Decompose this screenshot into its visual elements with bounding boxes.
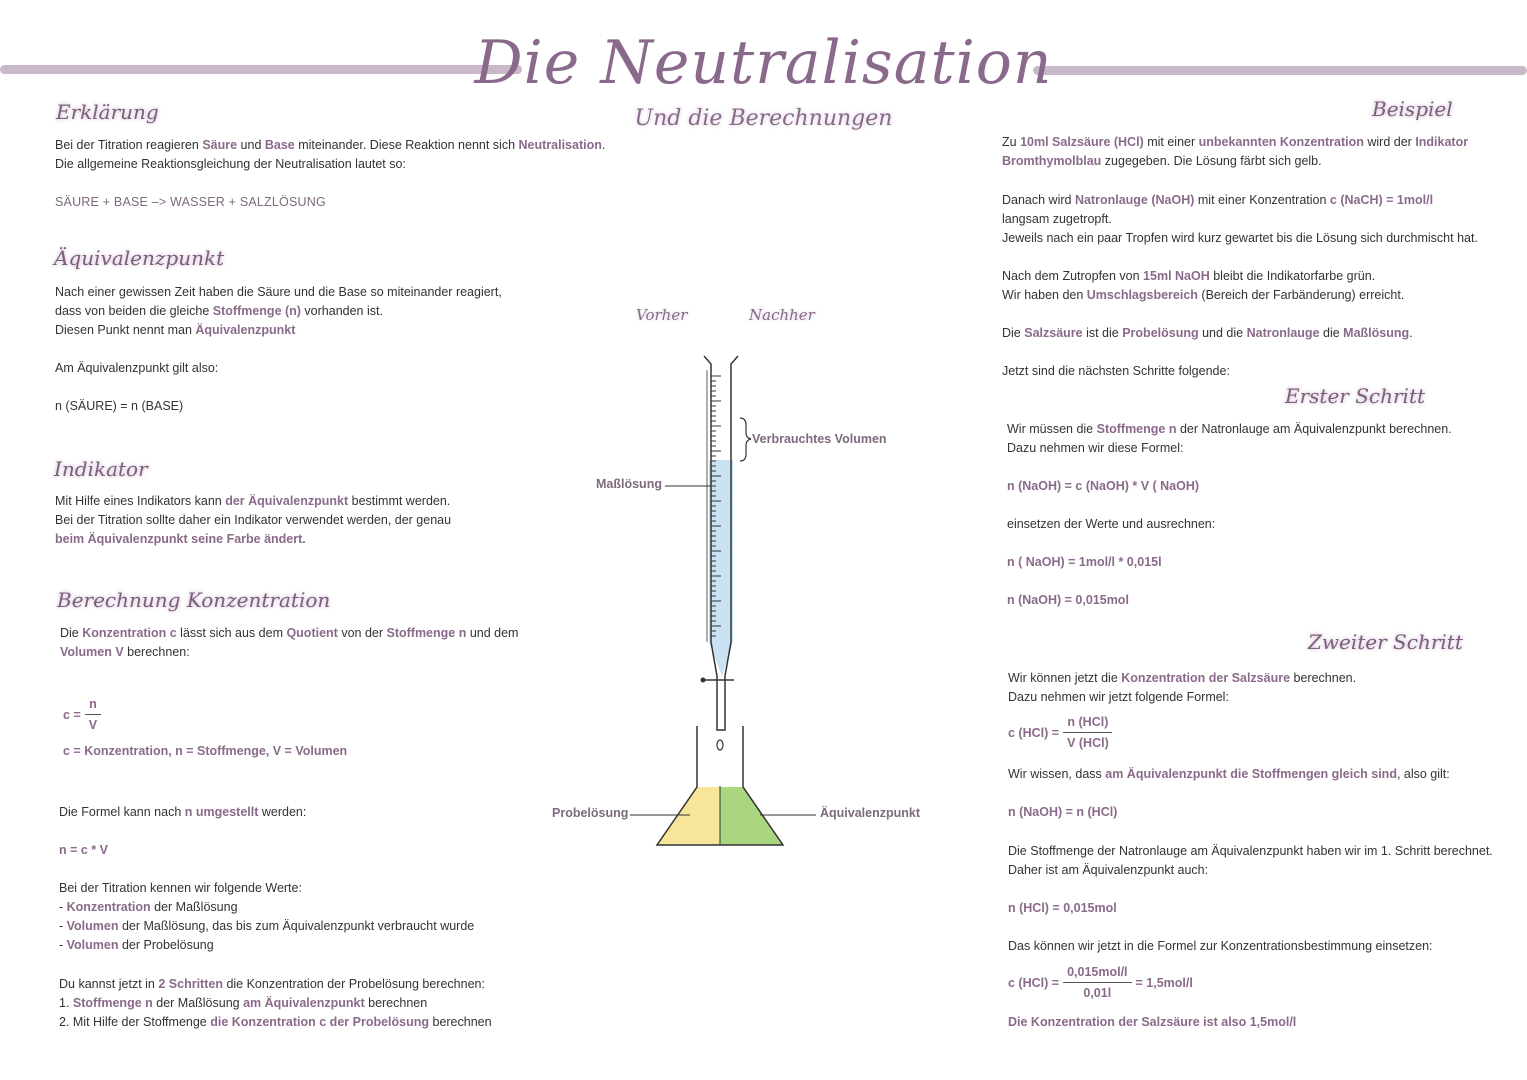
step-1: 1. Stoffmenge n der Maßlösung am Äquivalenzpunkt berechnen <box>59 996 428 1010</box>
formula-c-hcl-result: c (HCl) = $\frac{\text{0,015mol/l}}{0,01l}$ = 1,5mol/l <box>1008 965 1193 1000</box>
aequivalenz-line-5: n (SÄURE) = n (BASE) <box>55 399 184 413</box>
berechnung-line-4: Bei der Titration kennen wir folgende Werte: <box>59 881 302 895</box>
berechnung-line-1: Die Konzentration c lässt sich aus dem Quotient von der Stoffmenge n und dem <box>60 626 519 640</box>
schritt2-line-5: Daher ist am Äquivalenzpunkt auch: <box>1008 863 1209 877</box>
erklaerung-line-2: Die allgemeine Reaktionsgleichung der Neutralisation lautet so: <box>55 157 406 171</box>
schritt1-formula-1: n (NaOH) = c (NaOH) * V ( NaOH) <box>1007 479 1200 493</box>
flask-liquid-green <box>720 787 783 845</box>
aequivalenz-line-2: dass von beiden die gleiche Stoffmenge (n) vorhanden ist. <box>55 304 383 318</box>
schritt2-line-3: Wir wissen, dass am Äquivalenzpunkt die Stoffmengen gleich sind, also gilt: <box>1008 767 1450 781</box>
indikator-line-2: Bei der Titration sollte daher ein Indikator verwendet werden, der genau <box>55 513 452 527</box>
known-value-1: - Konzentration der Maßlösung <box>59 900 238 914</box>
drop <box>717 740 723 750</box>
schritt1-formula-3: n (NaOH) = 0,015mol <box>1007 593 1129 607</box>
schritt1-line-1: Wir müssen die Stoffmenge n der Natronlauge am Äquivalenzpunkt berechnen. <box>1007 422 1452 436</box>
schritt2-line-1: Wir können jetzt die Konzentration der Salzsäure berechnen. <box>1008 671 1357 685</box>
schritt1-line-2: Dazu nehmen wir diese Formel: <box>1007 441 1184 455</box>
beispiel-line-9: Jetzt sind die nächsten Schritte folgende: <box>1002 364 1230 378</box>
beispiel-line-8: Die Salzsäure ist die Probelösung und die Natronlauge die Maßlösung. <box>1002 326 1413 340</box>
result-line: Die Konzentration der Salzsäure ist also 1,5mol/l <box>1008 1015 1297 1029</box>
berechnung-line-3: Die Formel kann nach n umgestellt werden: <box>59 805 307 819</box>
heading-zweiter-schritt: Zweiter Schritt <box>1308 630 1463 654</box>
formula-legend: c = Konzentration, n = Stoffmenge, V = Volumen <box>63 744 348 758</box>
schritt1-line-3: einsetzen der Werte und ausrechnen: <box>1007 517 1216 531</box>
label-masslosung: Maßlösung <box>596 477 662 491</box>
page-title: Die Neutralisation <box>474 28 1053 98</box>
step-2: 2. Mit Hilfe der Stoffmenge die Konzentration c der Probelösung berechnen <box>59 1015 492 1029</box>
reaction-equation: SÄURE + BASE –> WASSER + SALZLÖSUNG <box>55 195 326 209</box>
known-value-3: - Volumen der Probelösung <box>59 938 214 952</box>
heading-erster-schritt: Erster Schritt <box>1285 384 1426 408</box>
berechnung-line-5: Du kannst jetzt in 2 Schritten die Konzentration der Probelösung berechnen: <box>59 977 485 991</box>
label-probelosung: Probelösung <box>552 806 629 820</box>
stopcock-knob <box>701 678 706 683</box>
page-subtitle: Und die Berechnungen <box>634 106 893 131</box>
beispiel-line-7: Wir haben den Umschlagsbereich (Bereich der Farbänderung) erreicht. <box>1002 288 1405 302</box>
aequivalenz-line-3: Diesen Punkt nennt man Äquivalenzpunkt <box>55 323 296 337</box>
schritt2-formula-2: n (NaOH) = n (HCl) <box>1008 805 1118 819</box>
indikator-line-1: Mit Hilfe eines Indikators kann der Äquivalenzpunkt bestimmt werden. <box>55 494 451 508</box>
heading-aequivalenzpunkt: Äquivalenzpunkt <box>54 246 225 270</box>
berechnung-line-2: Volumen V berechnen: <box>60 645 190 659</box>
formula-c-equals-n-over-v: c = $\frac{n}{V}$ <box>63 697 105 732</box>
label-verbrauchtes-volumen: Verbrauchtes Volumen <box>752 432 887 446</box>
known-value-2: - Volumen der Maßlösung, das bis zum Äquivalenzpunkt verbraucht wurde <box>59 919 475 933</box>
beispiel-line-4: langsam zugetropft. <box>1002 212 1112 226</box>
beispiel-line-3: Danach wird Natronlauge (NaOH) mit einer Konzentration c (NaCH) = 1mol/l <box>1002 193 1434 207</box>
formula-n-equals-c-v: n = c * V <box>59 843 108 857</box>
aequivalenz-line-1: Nach einer gewissen Zeit haben die Säure und die Base so miteinander reagiert, <box>55 285 502 299</box>
formula-c-hcl: c (HCl) = $\frac{\text{n (HCl)}}{\text{V (HCl)}}$ <box>1008 715 1117 750</box>
schritt2-line-2: Dazu nehmen wir jetzt folgende Formel: <box>1008 690 1229 704</box>
schritt2-line-4: Die Stoffmenge der Natronlauge am Äquivalenzpunkt haben wir im 1. Schritt berechnet. <box>1008 844 1493 858</box>
schritt2-line-6: Das können wir jetzt in die Formel zur Konzentrationsbestimmung einsetzen: <box>1008 939 1433 953</box>
schritt2-formula-3: n (HCl) = 0,015mol <box>1008 901 1117 915</box>
volume-brace <box>740 418 751 461</box>
heading-beispiel: Beispiel <box>1372 97 1453 121</box>
heading-berechnung: Berechnung Konzentration <box>57 588 331 612</box>
beispiel-line-2: Bromthymolblau zugegeben. Die Lösung färbt sich gelb. <box>1002 154 1322 168</box>
schritt1-formula-2: n ( NaOH) = 1mol/l * 0,015l <box>1007 555 1162 569</box>
flask-liquid-yellow <box>657 787 720 845</box>
indikator-line-3: beim Äquivalenzpunkt seine Farbe ändert. <box>55 532 306 546</box>
erklaerung-line-1: Bei der Titration reagieren Säure und Base miteinander. Diese Reaktion nennt sich Neutralisation. <box>55 138 606 152</box>
beispiel-line-6: Nach dem Zutropfen von 15ml NaOH bleibt die Indikatorfarbe grün. <box>1002 269 1376 283</box>
heading-erklaerung: Erklärung <box>56 100 159 124</box>
beispiel-line-1: Zu 10ml Salzsäure (HCl) mit einer unbekannten Konzentration wird der Indikator <box>1002 135 1469 149</box>
label-nachher: Nachher <box>749 306 815 324</box>
heading-indikator: Indikator <box>54 457 148 481</box>
label-aequivalenzpunkt: Äquivalenzpunkt <box>820 806 921 820</box>
label-vorher: Vorher <box>636 306 688 324</box>
aequivalenz-line-4: Am Äquivalenzpunkt gilt also: <box>55 361 219 375</box>
beispiel-line-5: Jeweils nach ein paar Tropfen wird kurz gewartet bis die Lösung sich durchmischt hat. <box>1002 231 1478 245</box>
